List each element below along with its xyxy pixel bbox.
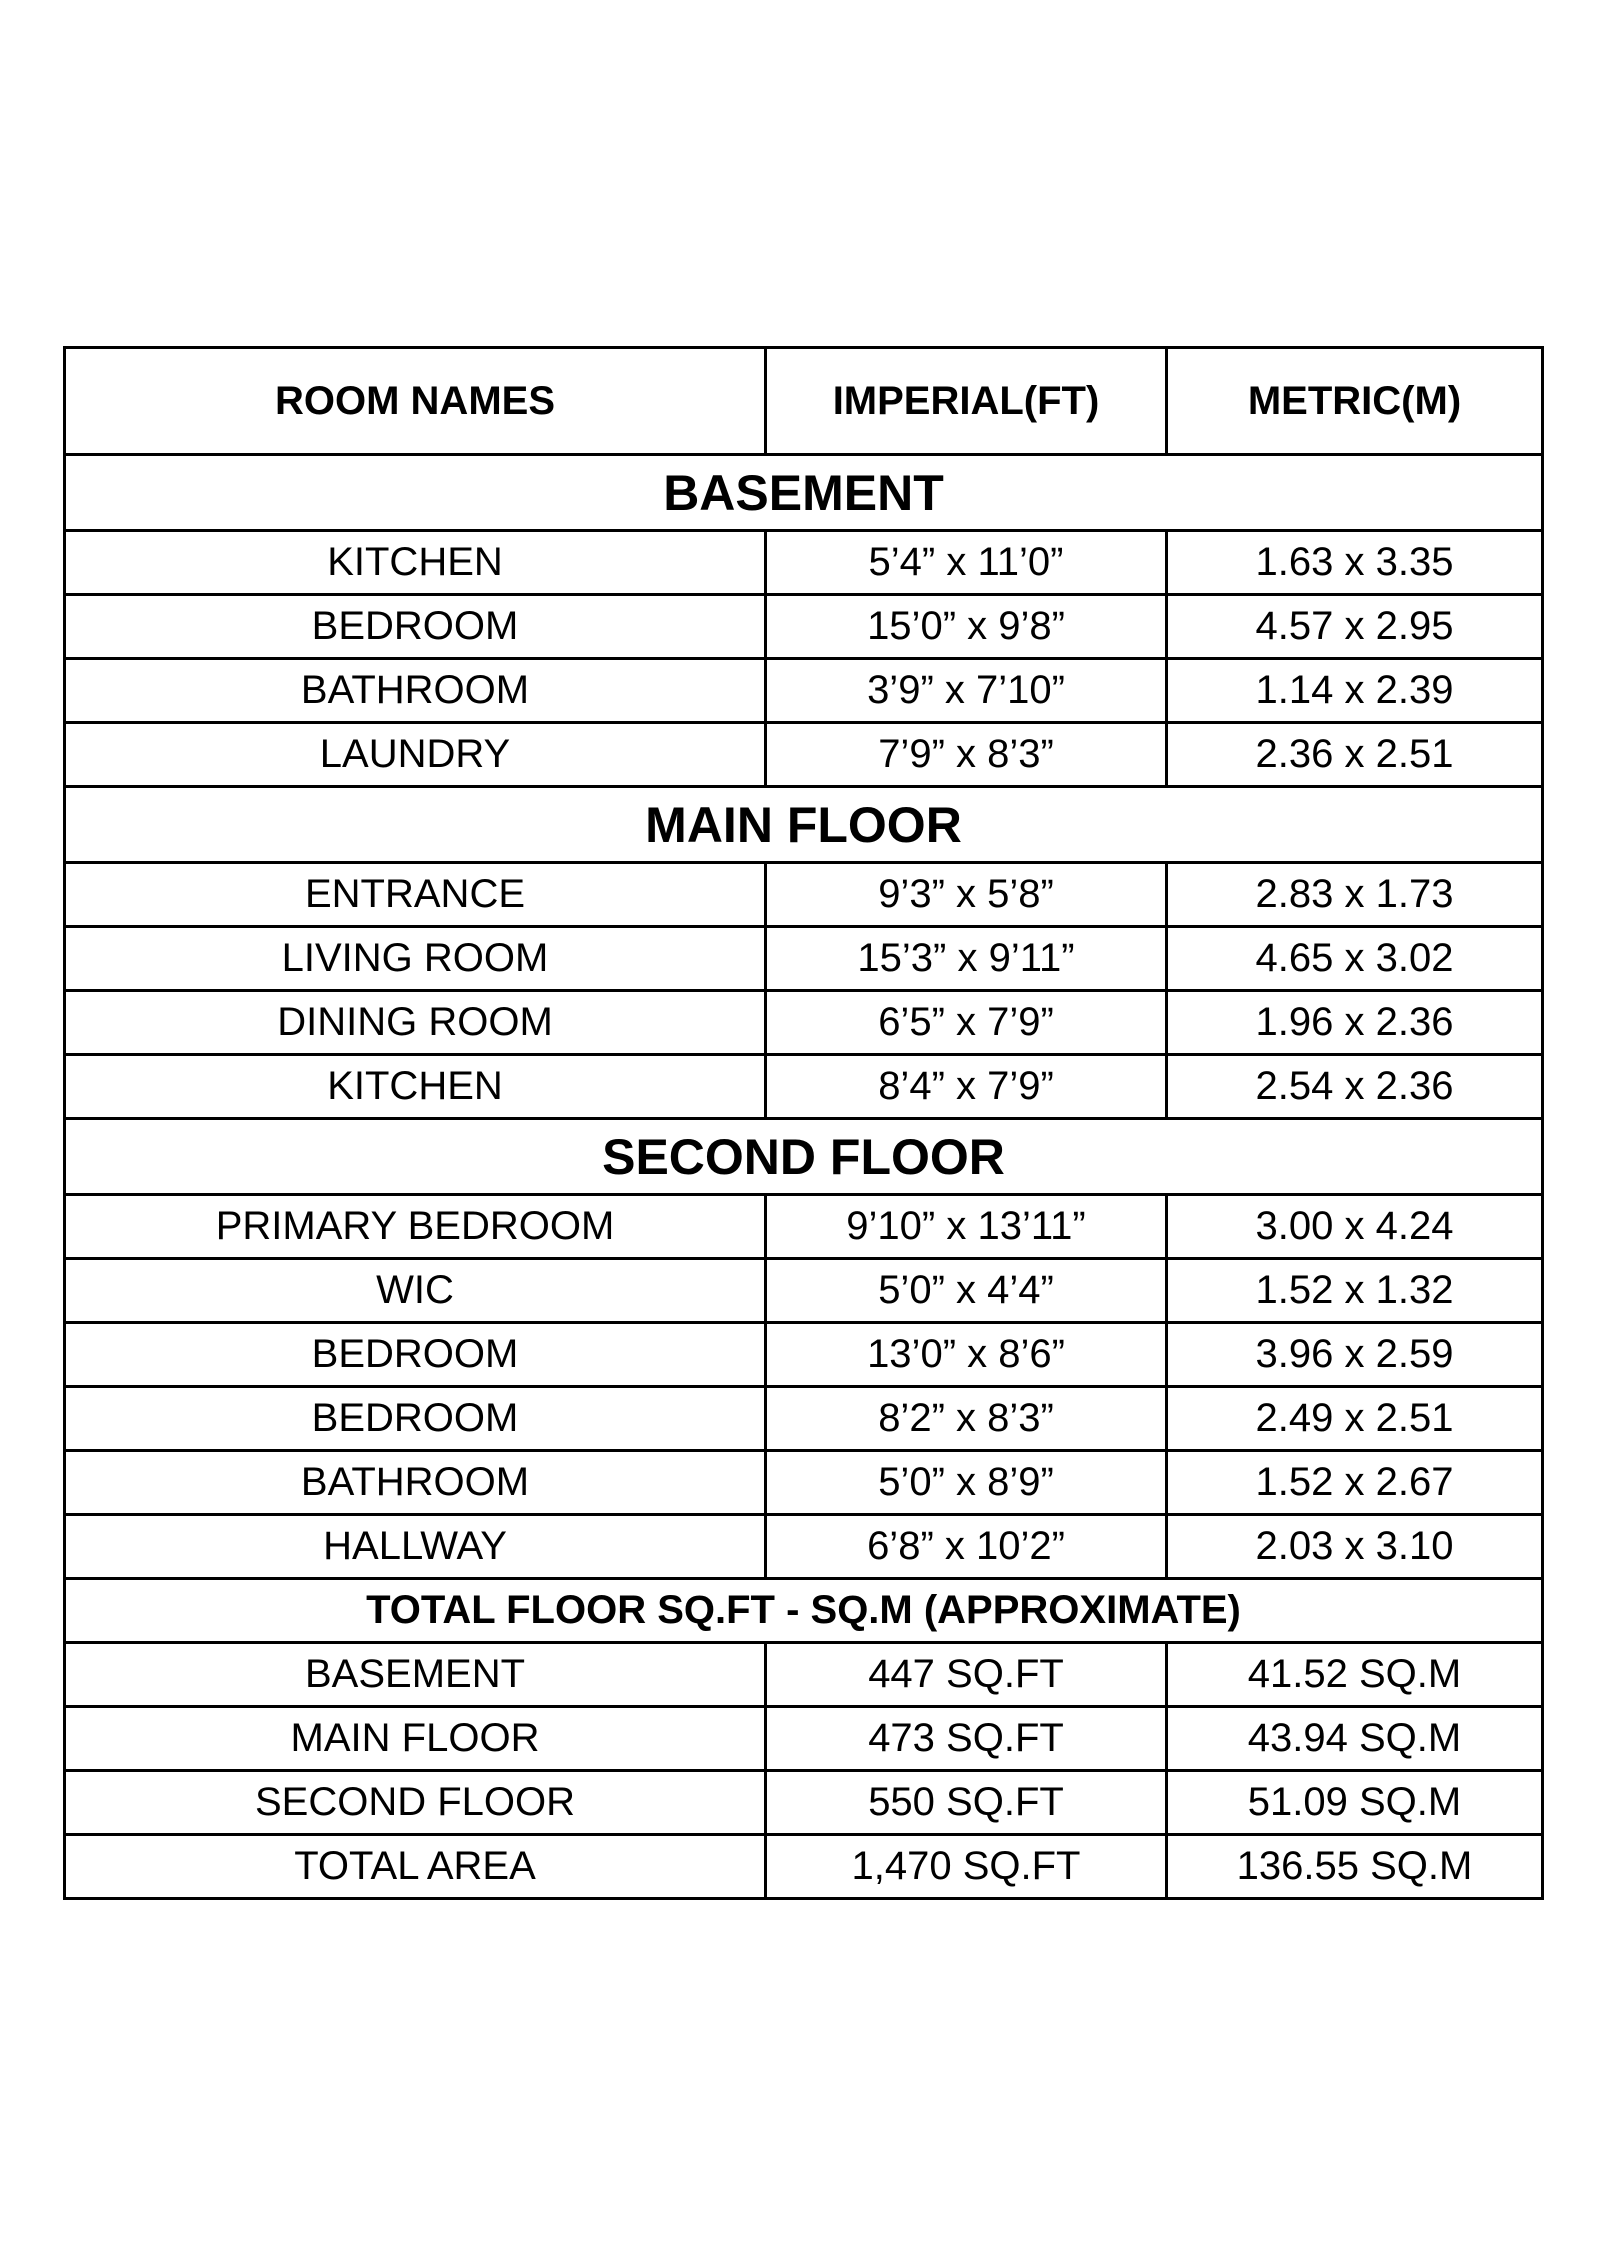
section-row-basement (65, 455, 1543, 531)
total-imperial: 550 SQ.FT (766, 1771, 1167, 1835)
table-row (65, 1195, 1543, 1259)
table-row (65, 1387, 1543, 1451)
room-metric: 3.00 x 4.24 (1167, 1195, 1543, 1259)
total-name: SECOND FLOOR (65, 1771, 766, 1835)
room-name: BEDROOM (65, 1387, 766, 1451)
table-row (65, 1323, 1543, 1387)
room-name: BATHROOM (65, 1451, 766, 1515)
room-name: LAUNDRY (65, 723, 766, 787)
header-room-names: ROOM NAMES (65, 348, 766, 455)
total-row (65, 1643, 1543, 1707)
room-metric: 2.54 x 2.36 (1167, 1055, 1543, 1119)
room-metric: 2.49 x 2.51 (1167, 1387, 1543, 1451)
room-imperial: 9’10” x 13’11” (766, 1195, 1167, 1259)
room-imperial: 5’0” x 8’9” (766, 1451, 1167, 1515)
room-metric: 1.63 x 3.35 (1167, 531, 1543, 595)
room-name: PRIMARY BEDROOM (65, 1195, 766, 1259)
total-metric: 43.94 SQ.M (1167, 1707, 1543, 1771)
table-row (65, 863, 1543, 927)
header-metric: METRIC(M) (1167, 348, 1543, 455)
table-row (65, 659, 1543, 723)
total-row (65, 1835, 1543, 1899)
table-row (65, 531, 1543, 595)
section-row-second-floor (65, 1119, 1543, 1195)
totals-title: TOTAL FLOOR SQ.FT - SQ.M (APPROXIMATE) (65, 1579, 1543, 1643)
total-metric: 136.55 SQ.M (1167, 1835, 1543, 1899)
room-name: BEDROOM (65, 1323, 766, 1387)
table-row (65, 927, 1543, 991)
room-metric: 1.96 x 2.36 (1167, 991, 1543, 1055)
section-title: MAIN FLOOR (65, 787, 1543, 863)
room-imperial: 6’5” x 7’9” (766, 991, 1167, 1055)
table-row (65, 723, 1543, 787)
room-imperial: 9’3” x 5’8” (766, 863, 1167, 927)
total-metric: 51.09 SQ.M (1167, 1771, 1543, 1835)
room-name: HALLWAY (65, 1515, 766, 1579)
room-name: DINING ROOM (65, 991, 766, 1055)
header-imperial: IMPERIAL(FT) (766, 348, 1167, 455)
total-name: MAIN FLOOR (65, 1707, 766, 1771)
room-metric: 2.03 x 3.10 (1167, 1515, 1543, 1579)
table-row (65, 1055, 1543, 1119)
section-title: BASEMENT (65, 455, 1543, 531)
total-name: TOTAL AREA (65, 1835, 766, 1899)
room-imperial: 8’2” x 8’3” (766, 1387, 1167, 1451)
room-metric: 1.52 x 2.67 (1167, 1451, 1543, 1515)
table-row (65, 595, 1543, 659)
room-metric: 1.52 x 1.32 (1167, 1259, 1543, 1323)
room-metric: 3.96 x 2.59 (1167, 1323, 1543, 1387)
room-name: KITCHEN (65, 1055, 766, 1119)
room-metric: 2.36 x 2.51 (1167, 723, 1543, 787)
table-row (65, 991, 1543, 1055)
room-metric: 4.57 x 2.95 (1167, 595, 1543, 659)
room-metric: 1.14 x 2.39 (1167, 659, 1543, 723)
table-header-row (65, 348, 1543, 455)
room-imperial: 13’0” x 8’6” (766, 1323, 1167, 1387)
room-metric: 2.83 x 1.73 (1167, 863, 1543, 927)
total-imperial: 1,470 SQ.FT (766, 1835, 1167, 1899)
room-dimensions-table (63, 346, 1544, 1900)
room-imperial: 6’8” x 10’2” (766, 1515, 1167, 1579)
room-name: BEDROOM (65, 595, 766, 659)
section-row-main-floor (65, 787, 1543, 863)
room-metric: 4.65 x 3.02 (1167, 927, 1543, 991)
total-row (65, 1771, 1543, 1835)
room-name: ENTRANCE (65, 863, 766, 927)
room-name: KITCHEN (65, 531, 766, 595)
room-imperial: 5’0” x 4’4” (766, 1259, 1167, 1323)
room-imperial: 7’9” x 8’3” (766, 723, 1167, 787)
room-imperial: 3’9” x 7’10” (766, 659, 1167, 723)
room-imperial: 15’0” x 9’8” (766, 595, 1167, 659)
total-imperial: 473 SQ.FT (766, 1707, 1167, 1771)
room-name: LIVING ROOM (65, 927, 766, 991)
total-name: BASEMENT (65, 1643, 766, 1707)
room-imperial: 5’4” x 11’0” (766, 531, 1167, 595)
table-row (65, 1515, 1543, 1579)
section-row-totals (65, 1579, 1543, 1643)
section-title: SECOND FLOOR (65, 1119, 1543, 1195)
total-row (65, 1707, 1543, 1771)
total-imperial: 447 SQ.FT (766, 1643, 1167, 1707)
room-name: WIC (65, 1259, 766, 1323)
room-name: BATHROOM (65, 659, 766, 723)
room-imperial: 15’3” x 9’11” (766, 927, 1167, 991)
room-imperial: 8’4” x 7’9” (766, 1055, 1167, 1119)
table-row (65, 1451, 1543, 1515)
table-row (65, 1259, 1543, 1323)
total-metric: 41.52 SQ.M (1167, 1643, 1543, 1707)
